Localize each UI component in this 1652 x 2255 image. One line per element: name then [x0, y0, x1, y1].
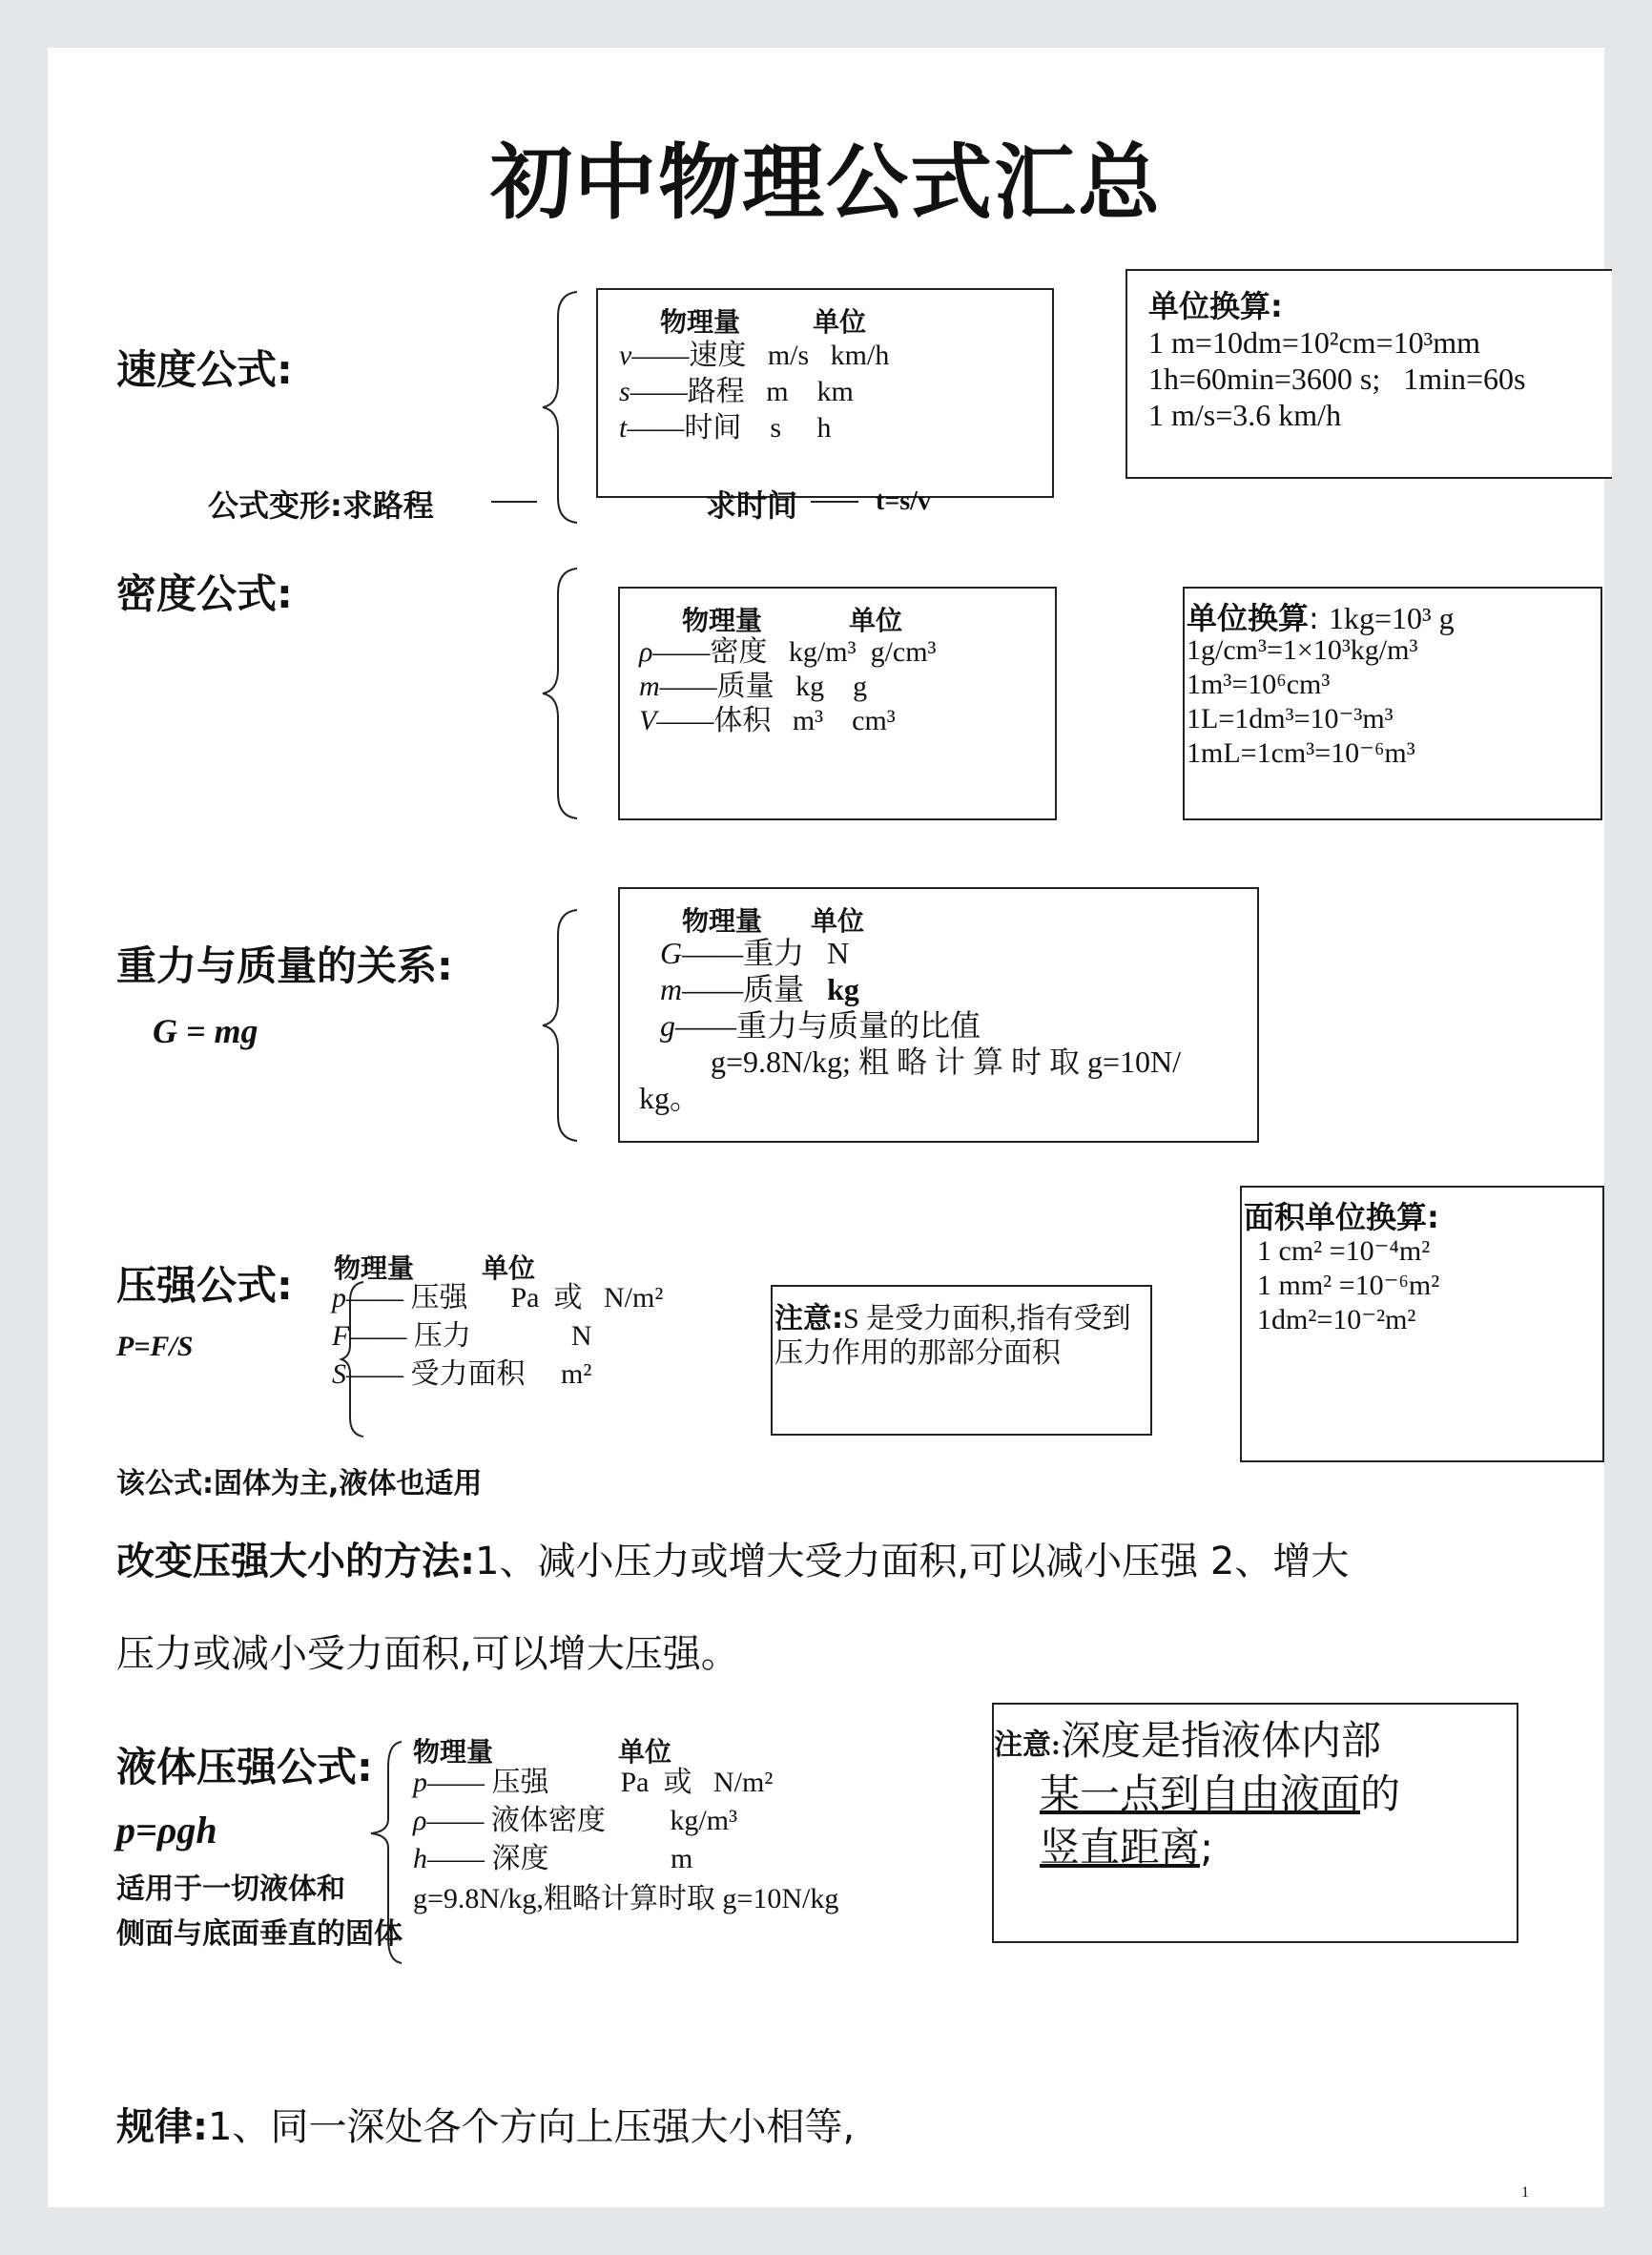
area-row: S—— 受力面积 m²: [332, 1358, 592, 1390]
liquid-note-line1: 注意:深度是指液体内部: [994, 1717, 1382, 1764]
col-unit-header: 单位: [618, 1736, 672, 1768]
liquid-g-note: g=9.8N/kg,粗略计算时取 g=10N/kg: [413, 1883, 839, 1914]
pressure-formula: P=F/S: [116, 1331, 194, 1362]
speed-conversion-box: [1125, 269, 1612, 479]
gravity-note-line: kg。: [639, 1081, 701, 1115]
change-pressure-line1: 改变压强大小的方法:1、减小压力或增大受力面积,可以减小压强 2、增大: [116, 1540, 1350, 1583]
conversion-line: 1 mm² =10⁻⁶m²: [1257, 1270, 1440, 1301]
col-quantity-header: 物理量: [682, 605, 763, 636]
variant-time-dash: [811, 501, 858, 503]
density-quantity-box: [618, 587, 1057, 820]
speed-brace: [539, 288, 587, 527]
gravity-heading: 重力与质量的关系:: [116, 942, 453, 989]
area-conversion-title: 面积单位换算:: [1244, 1199, 1439, 1235]
liquid-brace: [367, 1738, 405, 1967]
mass-row: m——质量 kg g: [639, 671, 868, 702]
liquid-applies-line: 适用于一切液体和: [116, 1872, 345, 1906]
col-unit-header: 单位: [813, 306, 867, 338]
pressure-note-box: [771, 1285, 1152, 1436]
gravity-row: G——重力 N: [660, 936, 850, 970]
document-page: [48, 48, 1604, 2207]
col-unit-header: 单位: [811, 905, 865, 937]
speed-row: v——速度 m/s km/h: [619, 340, 890, 371]
conversion-line: 1m³=10⁶cm³: [1187, 669, 1331, 700]
time-row: t——时间 s h: [619, 412, 832, 444]
conversion-line: 1dm²=10⁻²m²: [1257, 1304, 1416, 1335]
gravity-quantity-box: [618, 887, 1259, 1143]
speed-variant-time-label: 求时间: [706, 487, 798, 524]
liquid-pressure-heading: 液体压强公式:: [116, 1744, 373, 1790]
liquid-note-box: [992, 1703, 1518, 1943]
mass-row: m——质量 kg: [660, 972, 859, 1006]
conversion-line: 1 cm² =10⁻⁴m²: [1257, 1235, 1431, 1267]
col-quantity-header: 物理量: [413, 1736, 494, 1768]
density-conversion-title-line: 单位换算: 1kg=10³ g: [1187, 600, 1455, 636]
conversion-line: 1h=60min=3600 s; 1min=60s: [1148, 362, 1526, 396]
conversion-title: 单位换算:: [1148, 288, 1283, 324]
pressure-applicability: 该公式:固体为主,液体也适用: [116, 1467, 483, 1500]
speed-variant-time-formula: t=s/v: [876, 486, 931, 516]
liquid-density-row: ρ—— 液体密度 kg/m³: [413, 1805, 738, 1836]
rule-line: 规律:1、同一深处各个方向上压强大小相等,: [116, 2105, 856, 2149]
conversion-line: 1L=1dm³=10⁻³m³: [1187, 703, 1394, 734]
conversion-line: 1 m=10dm=10²cm=10³mm: [1148, 325, 1480, 360]
force-row: F—— 压力 N: [332, 1320, 592, 1352]
depth-row: h—— 深度 m: [413, 1843, 693, 1874]
ratio-row: g——重力与质量的比值: [660, 1008, 981, 1043]
gravity-brace: [539, 906, 587, 1145]
change-pressure-line2: 压力或减小受力面积,可以增大压强。: [116, 1632, 739, 1676]
speed-variant-label: 公式变形:求路程: [208, 487, 434, 524]
liquid-pressure-row: p—— 压强 Pa 或 N/m²: [413, 1767, 774, 1798]
liquid-applies-line: 侧面与底面垂直的固体: [116, 1917, 403, 1951]
col-quantity-header: 物理量: [682, 905, 763, 937]
pressure-row: p—— 压强 Pa 或 N/m²: [332, 1282, 664, 1314]
density-row: ρ——密度 kg/m³ g/cm³: [639, 636, 937, 668]
speed-quantity-box: [596, 288, 1054, 498]
page-number: 1: [1521, 2184, 1529, 2201]
area-conversion-box: [1240, 1186, 1604, 1462]
distance-row: s——路程 m km: [619, 376, 854, 407]
col-quantity-header: 物理量: [334, 1252, 415, 1284]
col-unit-header: 单位: [849, 605, 903, 636]
conversion-line: 1mL=1cm³=10⁻⁶m³: [1187, 737, 1415, 769]
liquid-pressure-formula: p=ρgh: [116, 1809, 217, 1852]
pressure-note: 注意:S 是受力面积,指有受到压力作用的那部分面积: [774, 1302, 1131, 1369]
col-quantity-header: 物理量: [660, 306, 741, 338]
density-conversion-box: [1183, 587, 1602, 820]
liquid-note-line3: 竖直距离;: [1040, 1824, 1214, 1871]
conversion-line: 1g/cm³=1×10³kg/m³: [1187, 634, 1418, 666]
volume-row: V——体积 m³ cm³: [639, 705, 896, 736]
col-unit-header: 单位: [482, 1252, 536, 1284]
conversion-line: 1 m/s=3.6 km/h: [1148, 398, 1342, 432]
pressure-heading: 压强公式:: [116, 1262, 293, 1309]
page-title: 初中物理公式汇总: [490, 135, 1162, 231]
speed-heading: 速度公式:: [116, 346, 293, 393]
gravity-formula: G = mg: [153, 1012, 258, 1050]
density-brace: [539, 565, 587, 822]
variant-dash: [491, 501, 537, 503]
gravity-note-line: g=9.8N/kg; 粗 略 计 算 时 取 g=10N/: [711, 1045, 1181, 1079]
liquid-note-line2: 某一点到自由液面的: [1040, 1770, 1401, 1817]
density-heading: 密度公式:: [116, 570, 293, 617]
